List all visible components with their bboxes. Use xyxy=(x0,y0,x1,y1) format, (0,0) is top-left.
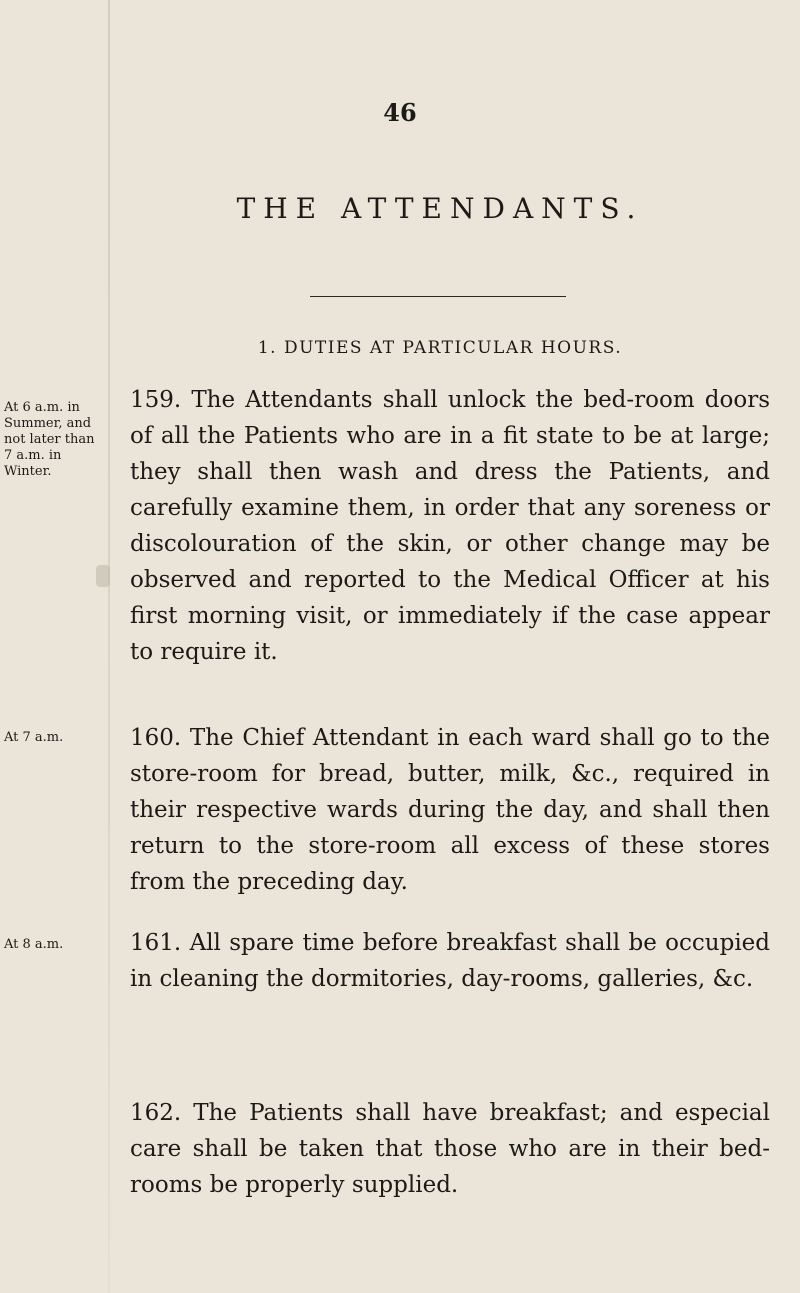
margin-note-8am: At 8 a.m. xyxy=(4,937,64,952)
paragraph-number: 159. xyxy=(130,387,182,413)
paragraph-160 xyxy=(130,720,770,900)
title-divider xyxy=(310,296,566,297)
paragraph-text: The Attendants shall unlock the bed-room doors of all the Patients who are in a fit state to be at large; they shall then wash and dress the Patients, and carefully examine them, in order that any soreness or discolouration of the skin, or other change may be observed and reported to the Medical Officer at his first morning visit, or immediately if the case appear to require it. xyxy=(130,387,770,665)
chapter-title: THE ATTENDANTS. xyxy=(236,192,644,225)
margin-note-7am: At 7 a.m. xyxy=(4,730,64,745)
paragraph-161 xyxy=(130,925,770,997)
paragraph-number: 160. xyxy=(130,725,182,751)
paragraph-162 xyxy=(130,1095,770,1203)
paragraph-number: 161. xyxy=(130,930,182,956)
paragraph-text: The Patients shall have breakfast; and especial care shall be taken that those who are in their bed-rooms be properly supplied. xyxy=(130,1100,770,1198)
paragraph-text: All spare time before breakfast shall be occupied in cleaning the dormitories, day-rooms, galleries, &c. xyxy=(130,930,771,992)
paragraph-number: 162. xyxy=(130,1100,182,1126)
paragraph-159 xyxy=(130,382,770,670)
paragraph-text: The Chief Attendant in each ward shall go to the store-room for bread, butter, milk, &c., required in their respective wards during the day, and shall then return to the store-room all excess of these stores from the preceding day. xyxy=(130,725,771,895)
margin-note-6am: At 6 a.m. in Summer, and not later than 7 a.m. in Winter. xyxy=(4,400,95,479)
section-heading: 1. DUTIES AT PARTICULAR HOURS. xyxy=(257,338,623,358)
page-stain xyxy=(96,565,110,587)
page-number: 46 xyxy=(383,98,417,127)
